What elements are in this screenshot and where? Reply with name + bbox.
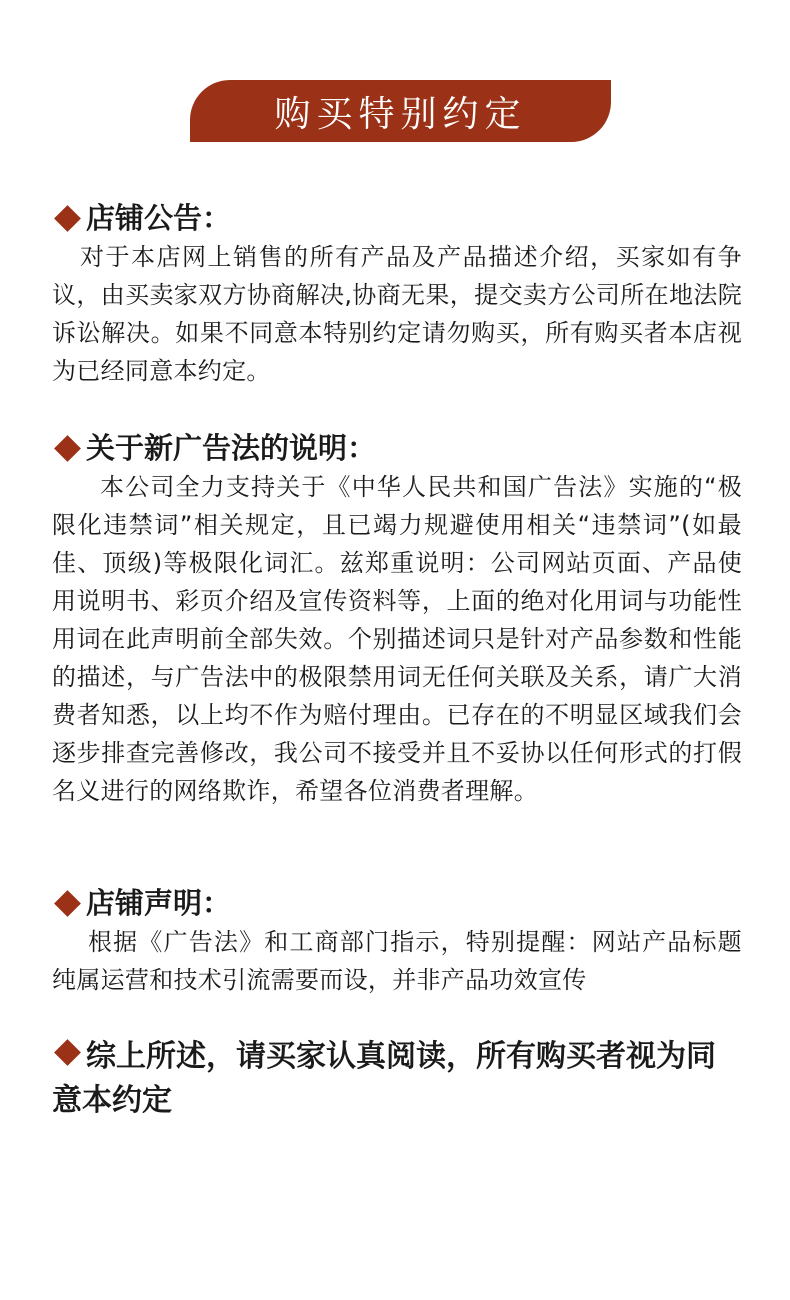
diamond-bullet-icon xyxy=(54,435,81,462)
conclusion-heading xyxy=(52,1035,742,1123)
section-heading xyxy=(52,198,742,238)
diamond-bullet-icon xyxy=(54,1039,81,1066)
paragraph-text: 对于本店网上销售的所有产品及产品描述介绍，买家如有争议，由买卖家双方协商解决,协商无果，提交卖方公司所在地法院诉讼解决。如果不同意本特别约定请勿购买，所有购买者本店视为已经同意本约定。 xyxy=(52,243,742,385)
section-heading xyxy=(52,883,742,923)
heading-text: 店铺声明： xyxy=(86,886,232,920)
page-title: 购买特别约定 xyxy=(274,93,527,135)
section-paragraph xyxy=(52,238,742,390)
section-conclusion xyxy=(52,1035,742,1123)
section-heading xyxy=(52,428,742,468)
section-store-notice xyxy=(52,198,742,390)
section-paragraph xyxy=(52,923,742,999)
section-paragraph xyxy=(52,468,742,810)
section-store-statement xyxy=(52,883,742,999)
title-banner xyxy=(190,80,611,142)
conclusion-text: 综上所述，请买家认真阅读，所有购买者视为同意本约定 xyxy=(52,1039,716,1118)
section-ad-law xyxy=(52,428,742,810)
heading-text: 关于新广告法的说明： xyxy=(86,431,377,465)
paragraph-text: 根据《广告法》和工商部门指示，特别提醒：网站产品标题纯属运营和技术引流需要而设，并非产品功效宣传 xyxy=(52,928,742,994)
paragraph-text: 本公司全力支持关于《中华人民共和国广告法》实施的“极限化违禁词”相关规定，且已竭力规避使用相关“违禁词”(如最佳、顶级)等极限化词汇。兹郑重说明：公司网站页面、产品使用说明书、彩页介绍及宣传资料等，上面的绝对化用词与功能性用词在此声明前全部失效。个别描述词只是针对产品参数和性能的描述，与广告法中的极限禁用词无任何关联及关系，请广大消费者知悉，以上均不作为赔付理由。已存在的不明显区域我们会逐步排查完善修改，我公司不接受并且不妥协以任何形式的打假名义进行的网络欺诈，希望各位消费者理解。 xyxy=(52,473,742,805)
diamond-bullet-icon xyxy=(54,205,81,232)
diamond-bullet-icon xyxy=(54,890,81,917)
heading-text: 店铺公告： xyxy=(86,201,232,235)
